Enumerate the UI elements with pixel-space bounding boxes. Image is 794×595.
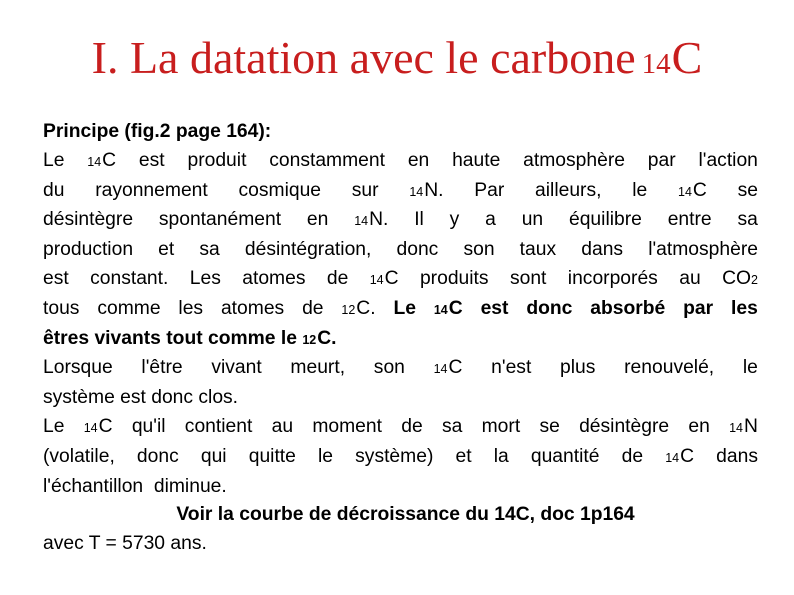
p1-line-3: désintègre spontanément en 14N. Il y a un équilibre entre sa [43, 209, 758, 231]
p1-line-1: Le 14C est produit constamment en haute atmosphère par l'action [43, 149, 758, 171]
p1-line-2: du rayonnement cosmique sur 14N. Par ailleurs, le 14C se [43, 179, 758, 201]
section-heading: Principe (fig.2 page 164): [43, 121, 272, 142]
title-element: C [671, 32, 703, 83]
p3-line-2: (volatile, donc qui quitte le système) et la quantité de 14C dans [43, 445, 758, 467]
title-text: I. La datation avec le carbone [91, 32, 636, 83]
p3-line-1: Le 14C qu'il contient au moment de sa mort se désintègre en 14N [43, 415, 758, 437]
half-life-line: avec T = 5730 ans. [43, 533, 207, 555]
p2-line-1: Lorsque l'être vivant meurt, son 14C n'est plus renouvelé, le [43, 357, 758, 379]
reference-note: Voir la courbe de décroissance du 14C, doc 1p164 [176, 504, 635, 526]
p1-line-7: êtres vivants tout comme le 12C. [43, 327, 337, 349]
title-isotope: 14 [641, 48, 671, 80]
p3-line-3: l'échantillon diminue. [43, 475, 227, 497]
p1-line-5: est constant. Les atomes de 14C produits sont incorporés au CO2 [43, 267, 758, 289]
p1-line-6: tous comme les atomes de 12C. Le 14C est donc absorbé par les [43, 297, 758, 319]
slide-title [0, 26, 794, 96]
slide-body [43, 118, 758, 559]
p2-line-2: système est donc clos. [43, 387, 239, 409]
p1-line-4: production et sa désintégration, donc son taux dans l'atmosphère [43, 239, 758, 261]
